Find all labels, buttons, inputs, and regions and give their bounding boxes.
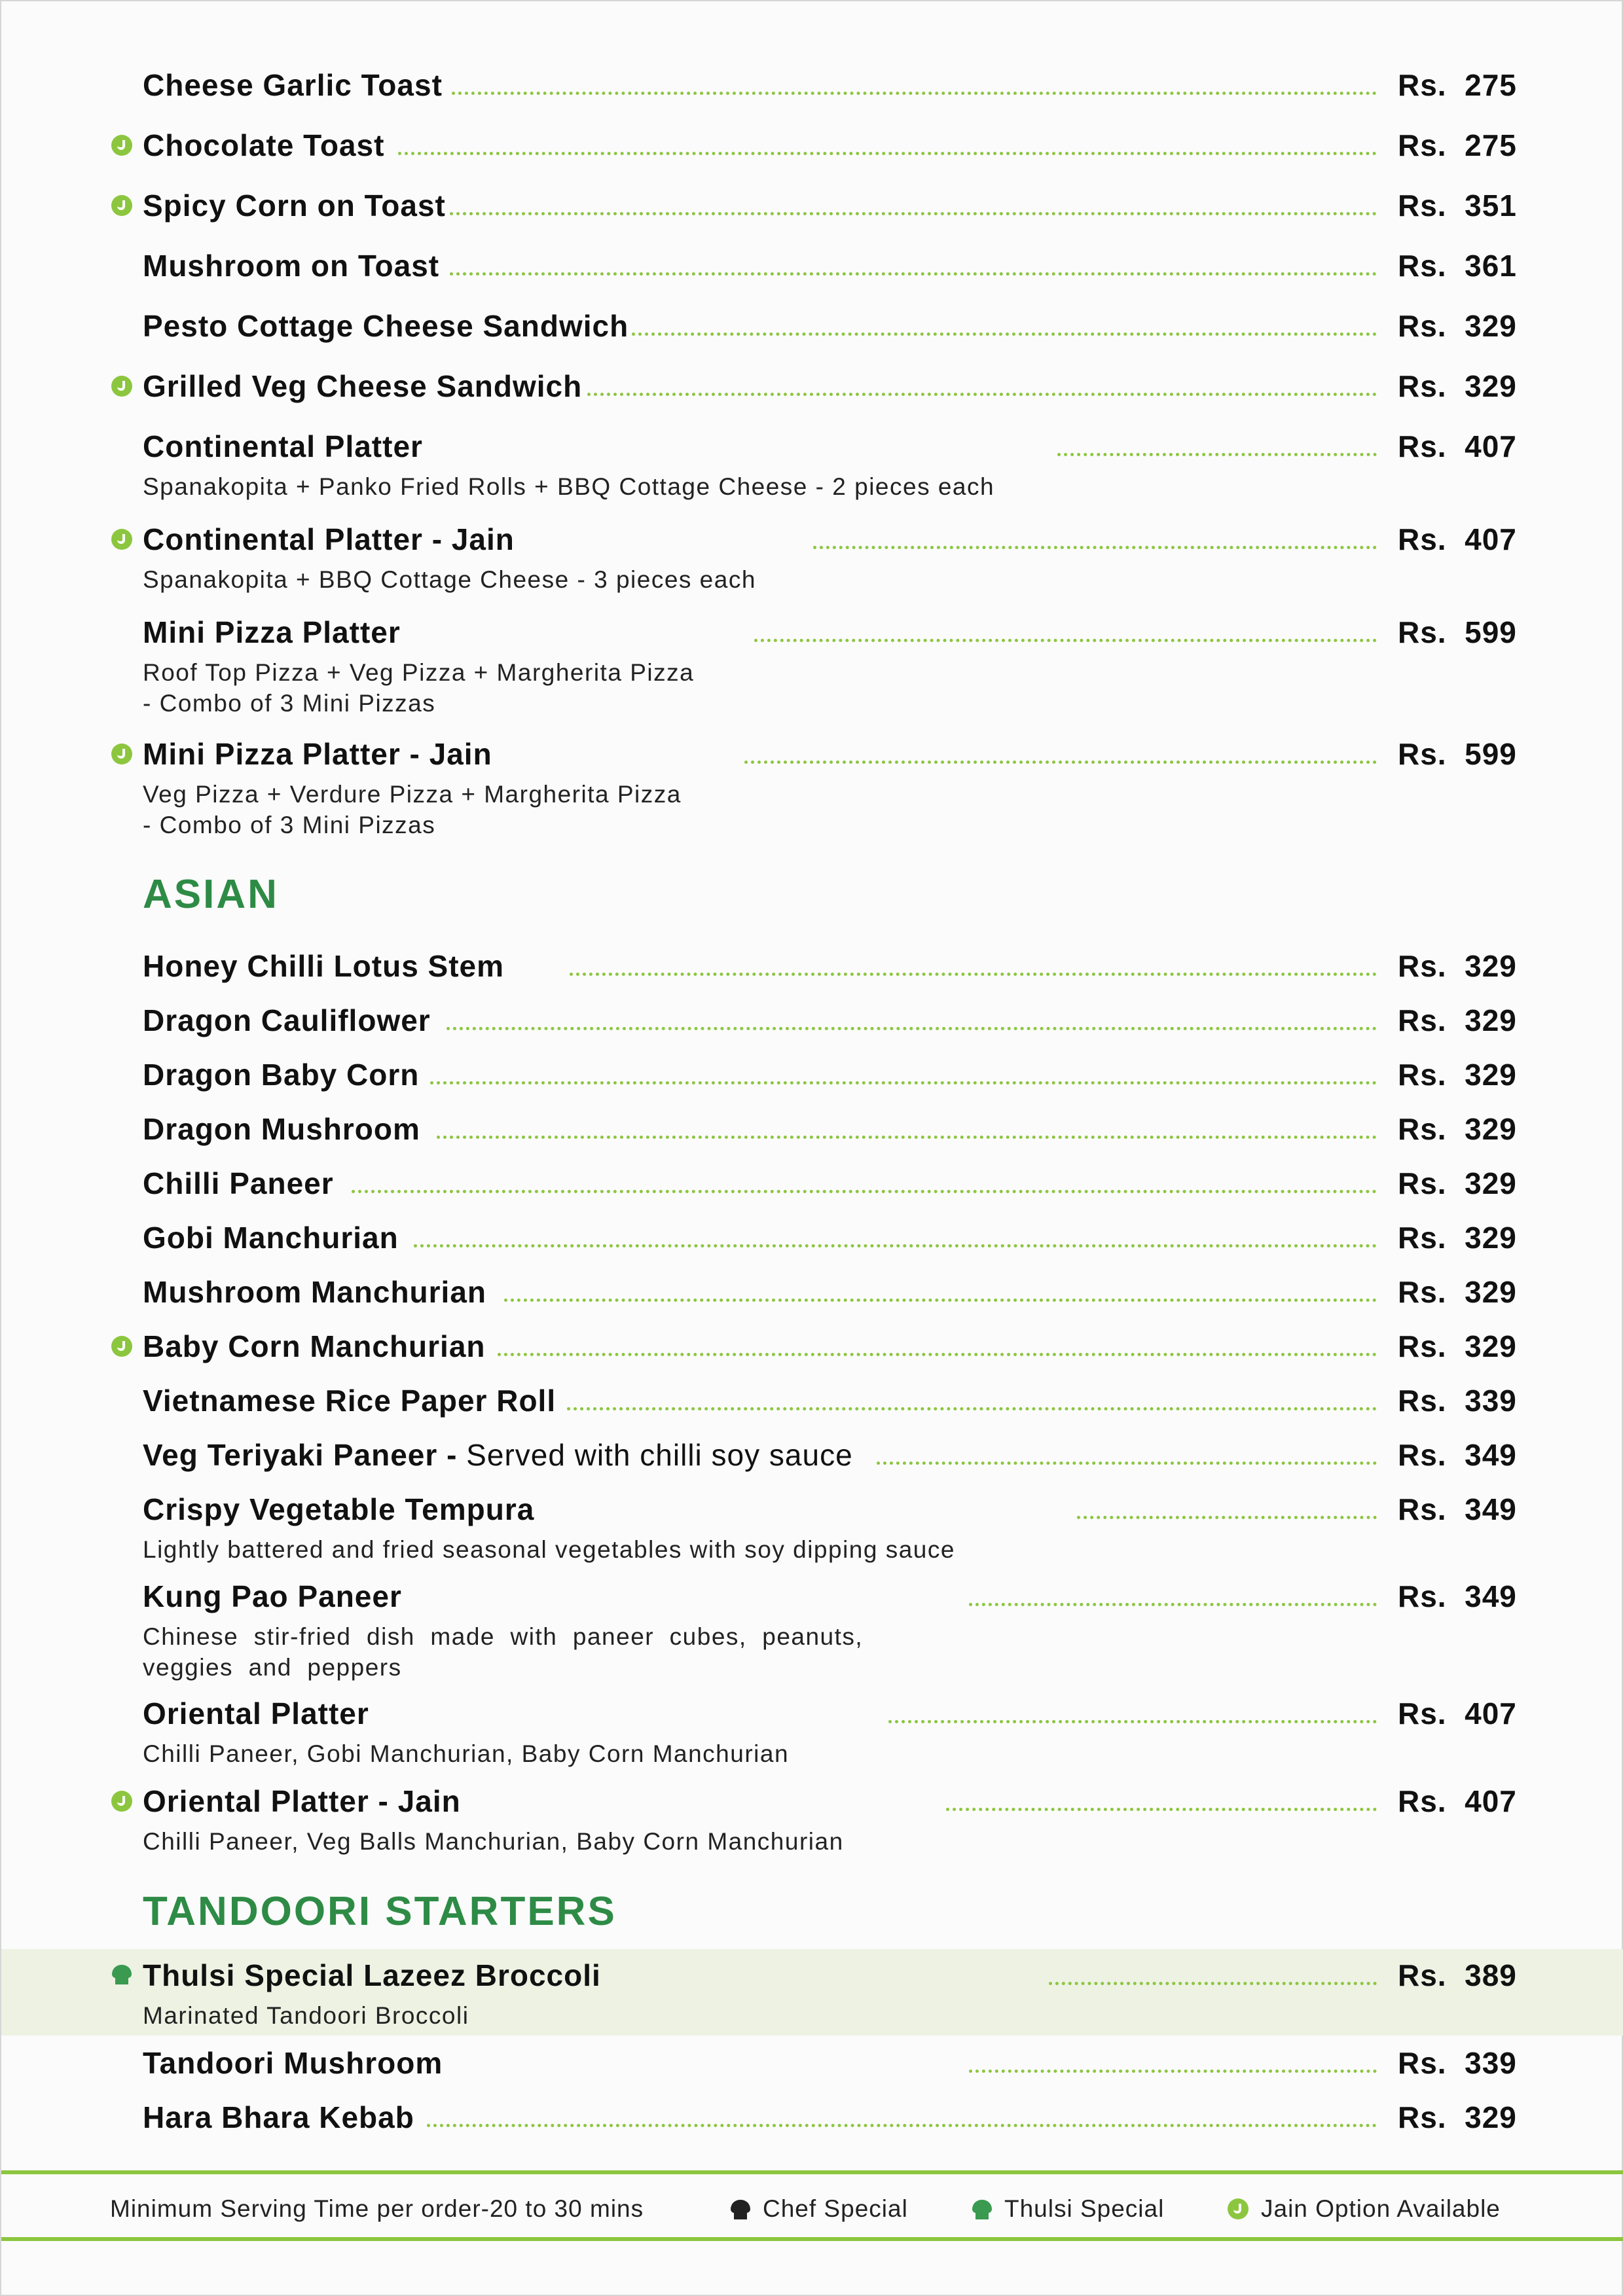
item-name-text: Thulsi Special Lazeez Broccoli xyxy=(143,1958,601,1992)
menu-item xyxy=(1,726,1623,781)
item-name xyxy=(143,726,492,781)
dotted-leader xyxy=(946,1808,1377,1811)
legend-chef-special: Chef Special xyxy=(763,2195,908,2222)
item-name-note: Served with chilli soy sauce xyxy=(457,1438,853,1472)
item-price: Rs. 329 xyxy=(1398,1221,1517,1255)
menu-item xyxy=(1,1210,1623,1265)
menu-item xyxy=(1,1686,1623,1741)
menu-item xyxy=(1,2036,1623,2090)
dotted-leader xyxy=(1049,1982,1377,1985)
item-price: Rs. 599 xyxy=(1398,737,1517,771)
menu-item xyxy=(1,2090,1623,2145)
item-price: Rs. 351 xyxy=(1398,188,1517,223)
item-name xyxy=(143,1265,486,1319)
item-name xyxy=(143,419,423,474)
jain-icon xyxy=(111,1791,132,1812)
dotted-leader xyxy=(447,1027,1377,1030)
item-description: Spanakopita + BBQ Cottage Cheese - 3 pieces each xyxy=(143,566,756,593)
item-description: Chilli Paneer, Gobi Manchurian, Baby Corn Manchurian xyxy=(143,1740,790,1767)
legend-thulsi-special: Thulsi Special xyxy=(1004,2195,1165,2222)
menu-item xyxy=(1,1569,1623,1624)
item-name xyxy=(143,512,515,567)
footer-divider-top xyxy=(1,2170,1623,2174)
item-price: Rs. 389 xyxy=(1398,1958,1517,1992)
item-name-text: Mushroom on Toast xyxy=(143,249,440,283)
item-price: Rs. 329 xyxy=(1398,949,1517,983)
item-name-text: Vietnamese Rice Paper Roll xyxy=(143,1384,556,1418)
item-name-text: Grilled Veg Cheese Sandwich xyxy=(143,369,583,403)
item-name xyxy=(143,1774,461,1829)
dotted-leader xyxy=(1077,1516,1377,1519)
item-description: Veg Pizza + Verdure Pizza + Margherita Pizza xyxy=(143,781,682,808)
dotted-leader xyxy=(888,1720,1377,1723)
jain-icon xyxy=(111,135,132,156)
menu-item xyxy=(1,1047,1623,1102)
serving-time-note: Minimum Serving Time per order-20 to 30 mins xyxy=(110,2195,644,2222)
item-name xyxy=(143,1427,853,1482)
dotted-leader xyxy=(754,639,1377,642)
item-price: Rs. 407 xyxy=(1398,1696,1517,1731)
dotted-leader xyxy=(813,546,1377,549)
item-name-text: Dragon Cauliflower xyxy=(143,1003,431,1037)
item-name xyxy=(143,1569,402,1624)
item-name xyxy=(143,1156,334,1211)
chef-hat-icon xyxy=(729,2200,752,2219)
item-name xyxy=(143,1210,399,1265)
item-name-text: Spicy Corn on Toast xyxy=(143,188,446,223)
dotted-leader xyxy=(352,1190,1377,1193)
item-name-text: Dragon Mushroom xyxy=(143,1112,420,1146)
item-name-text: Pesto Cottage Cheese Sandwich xyxy=(143,309,629,343)
menu-item xyxy=(1,1774,1623,1829)
item-price: Rs. 329 xyxy=(1398,309,1517,343)
item-price: Rs. 275 xyxy=(1398,128,1517,162)
item-name xyxy=(143,2036,443,2090)
item-name-text: Continental Platter xyxy=(143,429,423,463)
jain-icon xyxy=(1228,2198,1249,2219)
item-name-text: Gobi Manchurian xyxy=(143,1221,399,1255)
jain-icon xyxy=(111,376,132,397)
item-name xyxy=(143,238,439,293)
menu-item xyxy=(1,1319,1623,1374)
item-description: Lightly battered and fried seasonal vegetables with soy dipping sauce xyxy=(143,1536,955,1563)
item-price: Rs. 339 xyxy=(1398,1384,1517,1418)
item-name-text: Cheese Garlic Toast xyxy=(143,68,443,102)
item-name-text: Baby Corn Manchurian xyxy=(143,1329,486,1363)
item-name xyxy=(143,58,443,113)
item-description: Spanakopita + Panko Fried Rolls + BBQ Cottage Cheese - 2 pieces each xyxy=(143,473,995,500)
item-price: Rs. 407 xyxy=(1398,1784,1517,1818)
menu-item xyxy=(1,238,1623,293)
item-name-text: Continental Platter - Jain xyxy=(143,522,515,556)
item-name-text: Mini Pizza Platter - Jain xyxy=(143,737,492,771)
item-name-text: Chilli Paneer xyxy=(143,1166,334,1200)
item-price: Rs. 329 xyxy=(1398,2100,1517,2134)
thulsi-hat-icon xyxy=(971,2200,993,2219)
item-name xyxy=(143,118,384,173)
thulsi-hat-icon xyxy=(111,1965,133,1984)
item-name xyxy=(143,1482,534,1537)
item-name xyxy=(143,1948,601,2003)
dotted-leader xyxy=(498,1353,1377,1356)
menu-item xyxy=(1,1948,1623,2003)
dotted-leader xyxy=(632,332,1377,336)
dotted-leader xyxy=(969,1603,1377,1606)
item-price: Rs. 329 xyxy=(1398,1112,1517,1146)
item-price: Rs. 361 xyxy=(1398,249,1517,283)
dotted-leader xyxy=(398,152,1377,155)
section-title-asian: ASIAN xyxy=(143,872,279,917)
menu-item xyxy=(1,993,1623,1048)
dotted-leader xyxy=(450,212,1377,215)
menu-item xyxy=(1,58,1623,113)
item-name xyxy=(143,1047,419,1102)
item-price: Rs. 349 xyxy=(1398,1492,1517,1526)
dotted-leader xyxy=(450,272,1377,276)
item-description: Chilli Paneer, Veg Balls Manchurian, Baby Corn Manchurian xyxy=(143,1828,844,1855)
item-name-text: Mini Pizza Platter xyxy=(143,615,401,649)
menu-item xyxy=(1,298,1623,353)
dotted-leader xyxy=(452,92,1377,95)
menu-item xyxy=(1,178,1623,233)
item-name-text: Chocolate Toast xyxy=(143,128,385,162)
item-name-text: Kung Pao Paneer xyxy=(143,1579,402,1613)
dotted-leader xyxy=(969,2070,1377,2073)
jain-icon xyxy=(111,744,132,764)
dotted-leader xyxy=(567,1407,1377,1410)
item-name xyxy=(143,1102,420,1157)
item-name-text: Tandoori Mushroom xyxy=(143,2046,443,2080)
footer-legend xyxy=(1,2178,1623,2240)
menu-item xyxy=(1,1427,1623,1482)
item-name xyxy=(143,993,431,1048)
item-description: - Combo of 3 Mini Pizzas xyxy=(143,812,436,838)
item-price: Rs. 349 xyxy=(1398,1579,1517,1613)
item-price: Rs. 407 xyxy=(1398,522,1517,556)
menu-item xyxy=(1,939,1623,994)
item-description: Marinated Tandoori Broccoli xyxy=(143,2002,469,2029)
item-price: Rs. 339 xyxy=(1398,2046,1517,2080)
item-name-text: Honey Chilli Lotus Stem xyxy=(143,949,505,983)
menu-item xyxy=(1,1482,1623,1537)
item-name xyxy=(143,178,446,233)
dotted-leader xyxy=(430,1081,1377,1085)
menu-item xyxy=(1,512,1623,567)
item-name-text: Mushroom Manchurian xyxy=(143,1275,487,1309)
menu-item xyxy=(1,1373,1623,1428)
item-name xyxy=(143,1373,556,1428)
menu-item xyxy=(1,359,1623,414)
item-description: veggies and peppers xyxy=(143,1654,402,1681)
dotted-leader xyxy=(744,761,1377,764)
dotted-leader xyxy=(587,393,1377,396)
item-price: Rs. 407 xyxy=(1398,429,1517,463)
item-price: Rs. 329 xyxy=(1398,1166,1517,1200)
dotted-leader xyxy=(1057,453,1377,456)
menu-item xyxy=(1,118,1623,173)
item-description: Roof Top Pizza + Veg Pizza + Margherita Pizza xyxy=(143,659,695,686)
item-price: Rs. 329 xyxy=(1398,369,1517,403)
item-price: Rs. 329 xyxy=(1398,1275,1517,1309)
item-price: Rs. 329 xyxy=(1398,1058,1517,1092)
item-price: Rs. 599 xyxy=(1398,615,1517,649)
item-name xyxy=(143,298,629,353)
menu-item xyxy=(1,1265,1623,1319)
item-name-text: Dragon Baby Corn xyxy=(143,1058,420,1092)
dotted-leader xyxy=(877,1462,1377,1465)
section-title-tandoori: TANDOORI STARTERS xyxy=(143,1889,617,1934)
dotted-leader xyxy=(437,1136,1377,1139)
item-name-text: Hara Bhara Kebab xyxy=(143,2100,414,2134)
menu-item xyxy=(1,419,1623,474)
item-name-text: Oriental Platter xyxy=(143,1696,369,1731)
menu-item xyxy=(1,1156,1623,1211)
menu-item xyxy=(1,1102,1623,1157)
dotted-leader xyxy=(427,2124,1377,2127)
legend-jain-option: Jain Option Available xyxy=(1261,2195,1501,2222)
dotted-leader xyxy=(570,973,1377,976)
jain-icon xyxy=(111,1336,132,1357)
item-name-text: Oriental Platter - Jain xyxy=(143,1784,461,1818)
item-price: Rs. 329 xyxy=(1398,1329,1517,1363)
dotted-leader xyxy=(414,1244,1377,1247)
item-name xyxy=(143,2090,414,2145)
item-name xyxy=(143,939,504,994)
item-name-text: Crispy Vegetable Tempura xyxy=(143,1492,535,1526)
item-name xyxy=(143,605,401,660)
item-price: Rs. 329 xyxy=(1398,1003,1517,1037)
item-name-text: Veg Teriyaki Paneer - xyxy=(143,1438,458,1472)
item-name xyxy=(143,1319,486,1374)
jain-icon xyxy=(111,195,132,216)
item-name xyxy=(143,1686,369,1741)
item-price: Rs. 349 xyxy=(1398,1438,1517,1472)
menu-item xyxy=(1,605,1623,660)
item-name xyxy=(143,359,582,414)
dotted-leader xyxy=(504,1299,1377,1302)
jain-icon xyxy=(111,529,132,550)
item-description: Chinese stir-fried dish made with paneer cubes, peanuts, xyxy=(143,1623,864,1650)
item-description: - Combo of 3 Mini Pizzas xyxy=(143,690,436,717)
item-price: Rs. 275 xyxy=(1398,68,1517,102)
